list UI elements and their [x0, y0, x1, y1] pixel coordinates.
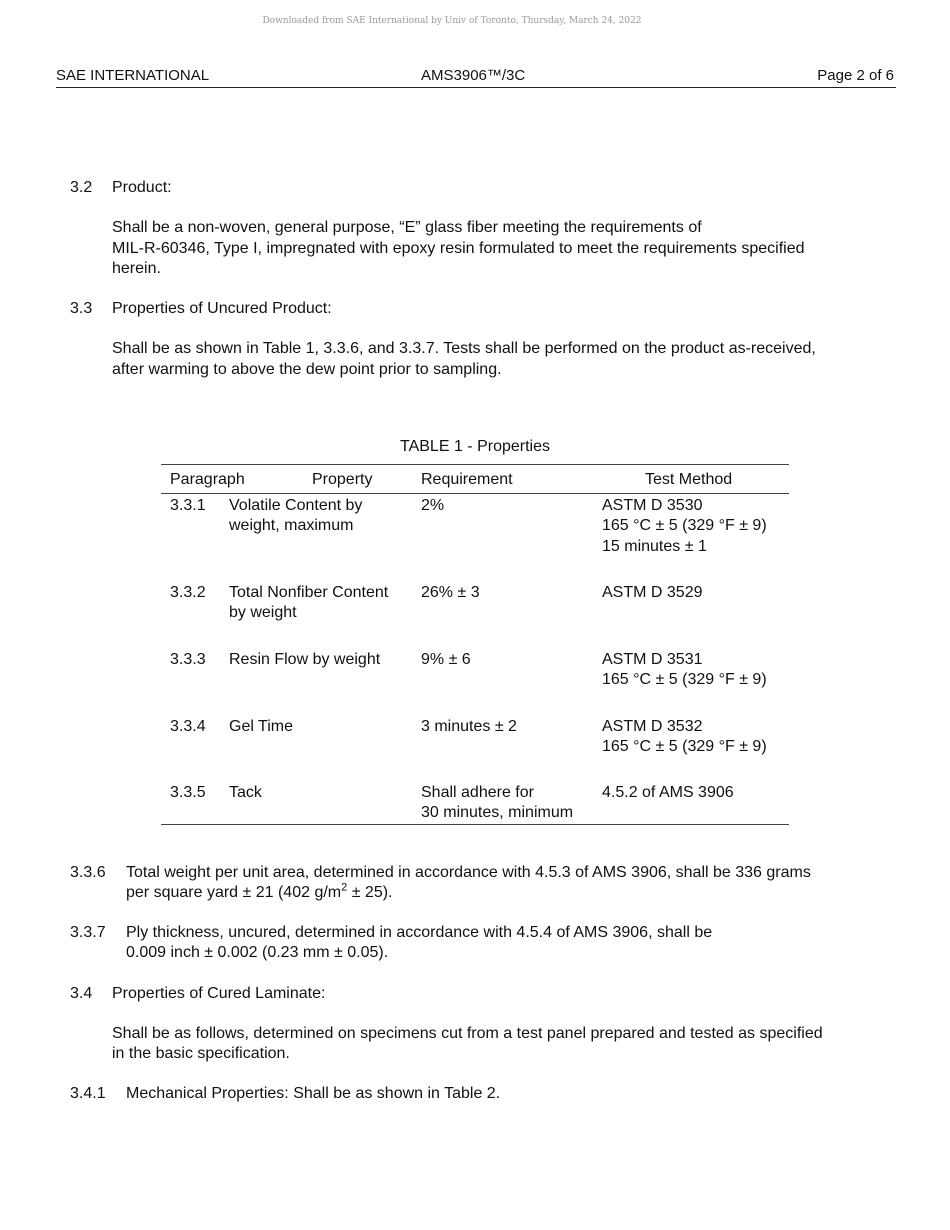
header-organization: SAE INTERNATIONAL [56, 67, 210, 84]
cell-paragraph: 3.3.3 [170, 651, 206, 668]
section-title: Product: [112, 179, 172, 196]
section-title: Properties of Uncured Product: [112, 300, 332, 317]
section-number: 3.3 [70, 300, 93, 317]
paragraph-line: Shall be a non-woven, general purpose, “E” glass fiber meeting the requirements of [112, 219, 702, 236]
table-caption: TABLE 1 - Properties [400, 438, 550, 455]
cell-property: Gel Time [229, 718, 294, 735]
cell-paragraph: 3.3.2 [170, 584, 206, 601]
cell-test-method: 165 °C ± 5 (329 °F ± 9) [602, 671, 767, 688]
paragraph-line: herein. [112, 260, 161, 277]
paragraph-line: Ply thickness, uncured, determined in accordance with 4.5.4 of AMS 3906, shall be [126, 924, 713, 941]
text-segment: ± 25). [347, 884, 393, 901]
cell-property: Volatile Content by [229, 497, 363, 514]
cell-requirement: 3 minutes ± 2 [421, 718, 517, 735]
cell-test-method: 4.5.2 of AMS 3906 [602, 784, 734, 801]
cell-property: by weight [229, 604, 297, 621]
header-rule [56, 87, 896, 88]
cell-test-method: 15 minutes ± 1 [602, 538, 707, 555]
paragraph-line: 0.009 inch ± 0.002 (0.23 mm ± 0.05). [126, 944, 389, 961]
cell-test-method: ASTM D 3531 [602, 651, 703, 668]
cell-requirement: 30 minutes, minimum [421, 804, 574, 821]
cell-property: Tack [229, 784, 262, 801]
column-header-test-method: Test Method [645, 471, 733, 488]
paragraph-line [126, 883, 393, 903]
cell-paragraph: 3.3.4 [170, 718, 206, 735]
paragraph-line: after warming to above the dew point prior to sampling. [112, 361, 502, 378]
paragraph-line: Shall be as shown in Table 1, 3.3.6, and 3.3.7. Tests shall be performed on the product as-received, [112, 340, 816, 357]
cell-property: Total Nonfiber Content [229, 584, 389, 601]
table-bottom-rule [161, 824, 789, 825]
paragraph-line: Mechanical Properties: Shall be as shown in Table 2. [126, 1085, 501, 1102]
header-document-id: AMS3906™/3C [421, 67, 526, 84]
cell-requirement: 26% ± 3 [421, 584, 480, 601]
section-number: 3.2 [70, 179, 93, 196]
paragraph-line: in the basic specification. [112, 1045, 290, 1062]
cell-test-method: ASTM D 3530 [602, 497, 703, 514]
table-header-rule [161, 493, 789, 494]
section-number: 3.3.6 [70, 864, 106, 881]
cell-requirement: 9% ± 6 [421, 651, 471, 668]
cell-test-method: ASTM D 3529 [602, 584, 703, 601]
cell-test-method: 165 °C ± 5 (329 °F ± 9) [602, 738, 767, 755]
paragraph-line: Shall be as follows, determined on specimens cut from a test panel prepared and tested as specified [112, 1025, 823, 1042]
cell-requirement: Shall adhere for [421, 784, 534, 801]
text-segment: per square yard ± 21 (402 g/m [126, 884, 342, 901]
section-number: 3.4 [70, 985, 93, 1002]
section-number: 3.3.7 [70, 924, 106, 941]
cell-property: Resin Flow by weight [229, 651, 381, 668]
cell-test-method: ASTM D 3532 [602, 718, 703, 735]
section-title: Properties of Cured Laminate: [112, 985, 326, 1002]
cell-property: weight, maximum [229, 517, 354, 534]
download-note: Downloaded from SAE International by Univ of Toronto, Thursday, March 24, 2022 [262, 16, 642, 26]
paragraph-line: MIL-R-60346, Type I, impregnated with epoxy resin formulated to meet the requirements specified [112, 240, 805, 257]
column-header-paragraph: Paragraph [170, 471, 245, 488]
superscript: 2 [341, 881, 348, 894]
cell-paragraph: 3.3.5 [170, 784, 206, 801]
column-header-property: Property [312, 471, 373, 488]
table-top-rule [161, 464, 789, 465]
cell-requirement: 2% [421, 497, 445, 514]
column-header-requirement: Requirement [421, 471, 513, 488]
cell-paragraph: 3.3.1 [170, 497, 206, 514]
header-page-number: Page 2 of 6 [817, 67, 894, 84]
section-number: 3.4.1 [70, 1085, 106, 1102]
cell-test-method: 165 °C ± 5 (329 °F ± 9) [602, 517, 767, 534]
paragraph-line: Total weight per unit area, determined in accordance with 4.5.3 of AMS 3906, shall be 336 grams [126, 864, 811, 881]
